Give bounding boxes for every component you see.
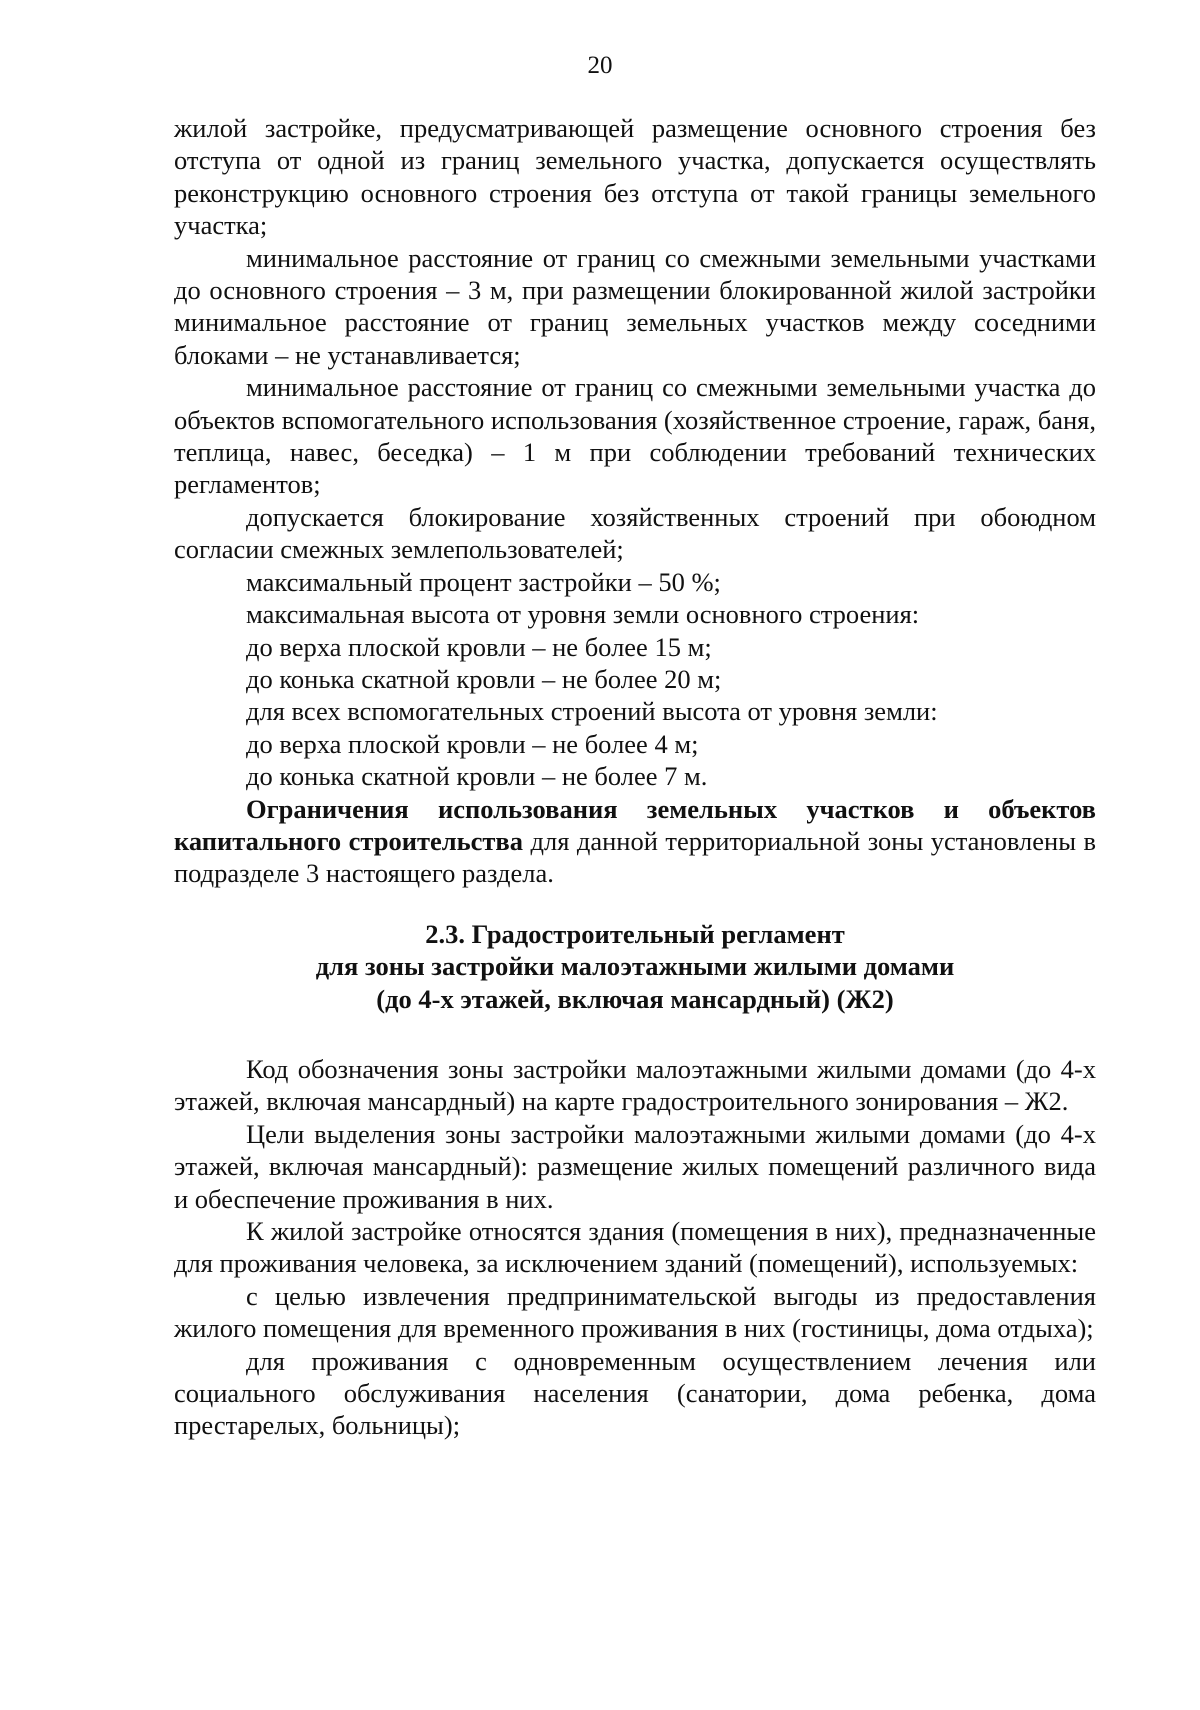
paragraph-restrictions — [174, 793, 1096, 890]
section-heading — [174, 918, 1096, 1015]
paragraph-min-distance-main: минимальное расстояние от границ со смежными земельными участками до основного строения – 3 м, при размещении блокированной жилой застройки минимальное расстояние от границ земельных участков между соседними блоками – не устанавливается; — [174, 242, 1096, 370]
paragraph-zone-purpose: Цели выделения зоны застройки малоэтажными жилыми домами (до 4-х этажей, включая мансардный): размещение жилых помещений различного вида и обеспечение проживания в них. — [174, 1118, 1096, 1214]
page-number: 20 — [587, 52, 613, 79]
paragraph-zone-code: Код обозначения зоны застройки малоэтажными жилыми домами (до 4-х этажей, включая мансардный) на карте градостроительного зонирования – Ж2. — [174, 1053, 1096, 1117]
document-body — [174, 112, 1096, 1442]
paragraph-min-distance-auxiliary: минимальное расстояние от границ со смежными земельными участка до объектов вспомогательного использования (хозяйственное строение, гараж, баня, теплица, навес, беседка) – 1 м при соблюдении требований технических регламентов; — [174, 372, 1096, 500]
paragraph-max-height-main: максимальная высота от уровня земли основного строения: — [246, 599, 920, 630]
paragraph-exclusion-commercial: с целью извлечения предпринимательской выгоды из предоставления жилого помещения для временного проживания в них (гостиницы, дома отдыха); — [174, 1280, 1096, 1344]
paragraph-continuation: жилой застройке, предусматривающей размещение основного строения без отступа от одной из границ земельного участка, допускается осуществлять реконструкцию основного строения без отступа от такой границы земельного участка; — [174, 113, 1096, 241]
restrictions-bold-text: Ограничения использования земельных участков и объектов капитального строительства — [174, 793, 1096, 856]
section-heading-line-1: 2.3. Градостроительный регламент — [425, 918, 845, 949]
paragraph-pitched-roof-main: до конька скатной кровли – не более 20 м; — [246, 663, 722, 694]
paragraph-exclusion-treatment: для проживания с одновременным осуществлением лечения или социального обслуживания населения (санатории, дома ребенка, дома престарелых, больницы); — [174, 1345, 1096, 1441]
paragraph-flat-roof-main: до верха плоской кровли – не более 15 м; — [246, 631, 712, 662]
section-heading-line-3: (до 4-х этажей, включая мансардный) (Ж2) — [376, 983, 894, 1014]
paragraph-residential-definition: К жилой застройке относятся здания (помещения в них), предназначенные для проживания человека, за исключением зданий (помещений), используемых: — [174, 1216, 1096, 1279]
section-heading-line-2: для зоны застройки малоэтажными жилыми домами — [315, 951, 955, 982]
paragraph-max-building-percent: максимальный процент застройки – 50 %; — [246, 566, 721, 597]
paragraph-blocking-allowed: допускается блокирование хозяйственных строений при обоюдном согласии смежных землепользователей; — [174, 501, 1096, 565]
paragraph-flat-roof-auxiliary: до верха плоской кровли – не более 4 м; — [246, 728, 699, 759]
paragraph-pitched-roof-auxiliary: до конька скатной кровли – не более 7 м. — [246, 761, 708, 792]
paragraph-max-height-auxiliary: для всех вспомогательных строений высота от уровня земли: — [246, 696, 938, 727]
restrictions-normal-text: для данной территориальной зоны установлены в подразделе 3 настоящего раздела. — [174, 825, 1096, 889]
